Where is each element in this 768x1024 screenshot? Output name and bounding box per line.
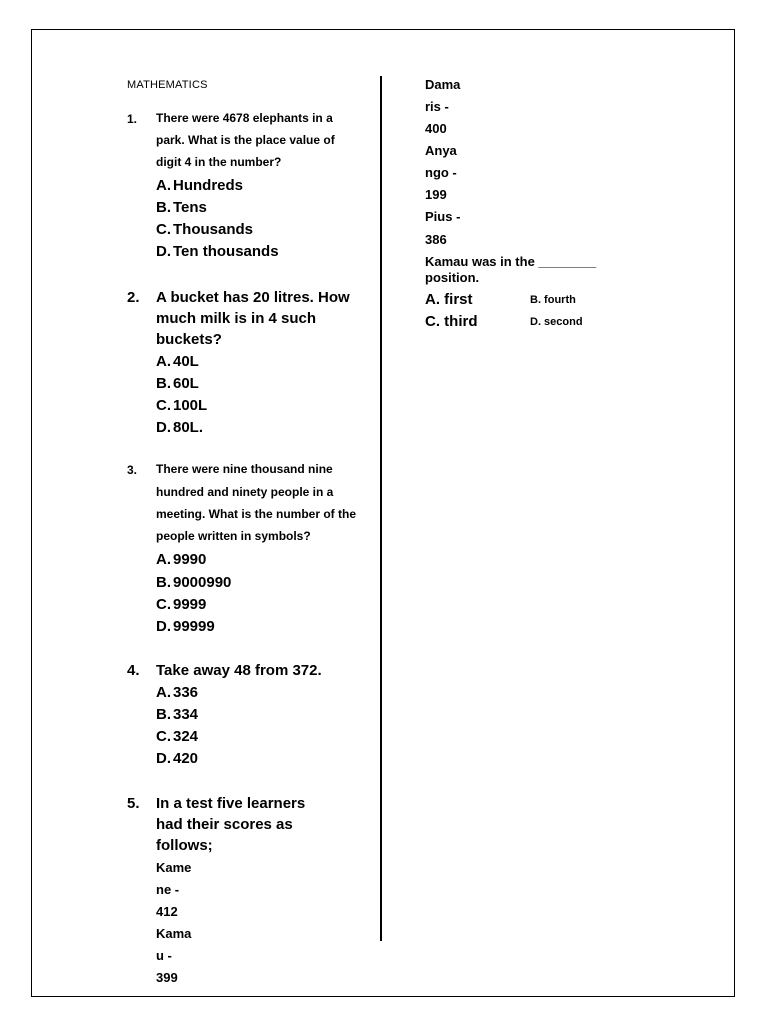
score-line: 386: [425, 232, 447, 247]
question-3-option-b: [156, 574, 231, 591]
question-2-option-d: [156, 419, 203, 436]
question-2-option-a: [156, 353, 199, 370]
option-text: 60L: [173, 375, 199, 392]
score-line: Kama: [156, 926, 192, 941]
question-4-option-a: [156, 684, 198, 701]
question-1-option-c: [156, 221, 253, 238]
option-letter: A.: [156, 353, 171, 370]
question-1-option-d: [156, 243, 279, 260]
score-line: ris -: [425, 99, 449, 114]
option-text: 420: [173, 750, 199, 767]
option-text: 334: [173, 706, 199, 723]
question-3-text-line: hundred and ninety people in a: [156, 485, 334, 499]
score-line: 199: [425, 187, 447, 202]
question-4-text-line: Take away 48 from 372.: [156, 662, 322, 679]
option-text: Hundreds: [173, 177, 244, 194]
option-text: 336: [173, 684, 199, 701]
question-5-prompt: position.: [425, 270, 480, 285]
option-letter: B.: [156, 199, 171, 216]
option-letter: B.: [156, 706, 171, 723]
question-5-number: 5.: [127, 795, 140, 812]
option-letter: D.: [156, 419, 171, 436]
score-line: 399: [156, 970, 178, 985]
option-text: 99999: [173, 618, 215, 635]
option-letter: A.: [156, 684, 171, 701]
option-text: 9000990: [173, 574, 232, 591]
option-text: 40L: [173, 353, 199, 370]
option-letter: B.: [156, 574, 171, 591]
option-letter: A.: [156, 551, 171, 568]
score-line: ne -: [156, 882, 180, 897]
question-3-number: 3.: [127, 463, 138, 477]
question-2-option-c: [156, 397, 207, 414]
option-letter: D.: [156, 618, 171, 635]
subject-title: MATHEMATICS: [127, 79, 208, 91]
question-3-text-line: meeting. What is the number of the: [156, 507, 357, 521]
question-1-number: 1.: [127, 112, 138, 126]
score-line: Pius -: [425, 209, 461, 224]
question-2-text-line: much milk is in 4 such: [156, 310, 317, 327]
question-3-text-line: There were nine thousand nine: [156, 462, 333, 476]
question-3-text-line: people written in symbols?: [156, 529, 311, 543]
option-letter: C.: [156, 221, 171, 238]
option-letter: C.: [156, 728, 171, 745]
question-1-option-a: [156, 177, 243, 194]
question-5-option-c: C. third: [425, 313, 478, 330]
option-letter: B.: [156, 375, 171, 392]
question-3-option-a: [156, 551, 206, 568]
option-text: 80L.: [173, 419, 204, 436]
question-5-prompt: Kamau was in the ________: [425, 254, 597, 269]
question-5-text-line: In a test five learners: [156, 795, 306, 812]
question-2-number: 2.: [127, 289, 140, 306]
page-border: [31, 29, 735, 997]
option-text: Thousands: [173, 221, 254, 238]
option-text: 324: [173, 728, 199, 745]
option-text: Tens: [173, 199, 207, 216]
column-divider: [380, 76, 382, 941]
question-5-option-b: B. fourth: [530, 294, 576, 306]
question-3-option-d: [156, 618, 215, 635]
question-1-text-line: There were 4678 elephants in a: [156, 111, 333, 125]
question-2-text-line: A bucket has 20 litres. How: [156, 289, 350, 306]
option-letter: D.: [156, 243, 171, 260]
score-line: ngo -: [425, 165, 457, 180]
question-1-option-b: [156, 199, 207, 216]
question-4-number: 4.: [127, 662, 140, 679]
question-5-option-a: A. first: [425, 291, 473, 308]
question-4-option-d: [156, 750, 198, 767]
score-line: Dama: [425, 77, 461, 92]
score-line: Kame: [156, 860, 192, 875]
question-2-text-line: buckets?: [156, 331, 222, 348]
question-5-text-line: had their scores as: [156, 816, 293, 833]
option-text: 9990: [173, 551, 207, 568]
score-line: 412: [156, 904, 178, 919]
question-5-text-line: follows;: [156, 837, 213, 854]
option-text: 9999: [173, 596, 207, 613]
option-text: Ten thousands: [173, 243, 279, 260]
score-line: u -: [156, 948, 172, 963]
question-1-text-line: park. What is the place value of: [156, 133, 335, 147]
question-4-option-c: [156, 728, 198, 745]
option-letter: D.: [156, 750, 171, 767]
option-text: 100L: [173, 397, 208, 414]
score-line: 400: [425, 121, 447, 136]
question-3-option-c: [156, 596, 206, 613]
question-2-option-b: [156, 375, 199, 392]
option-letter: C.: [156, 596, 171, 613]
question-5-option-d: D. second: [530, 316, 583, 328]
question-1-text-line: digit 4 in the number?: [156, 155, 282, 169]
score-line: Anya: [425, 143, 457, 158]
question-4-option-b: [156, 706, 198, 723]
option-letter: A.: [156, 177, 171, 194]
option-letter: C.: [156, 397, 171, 414]
